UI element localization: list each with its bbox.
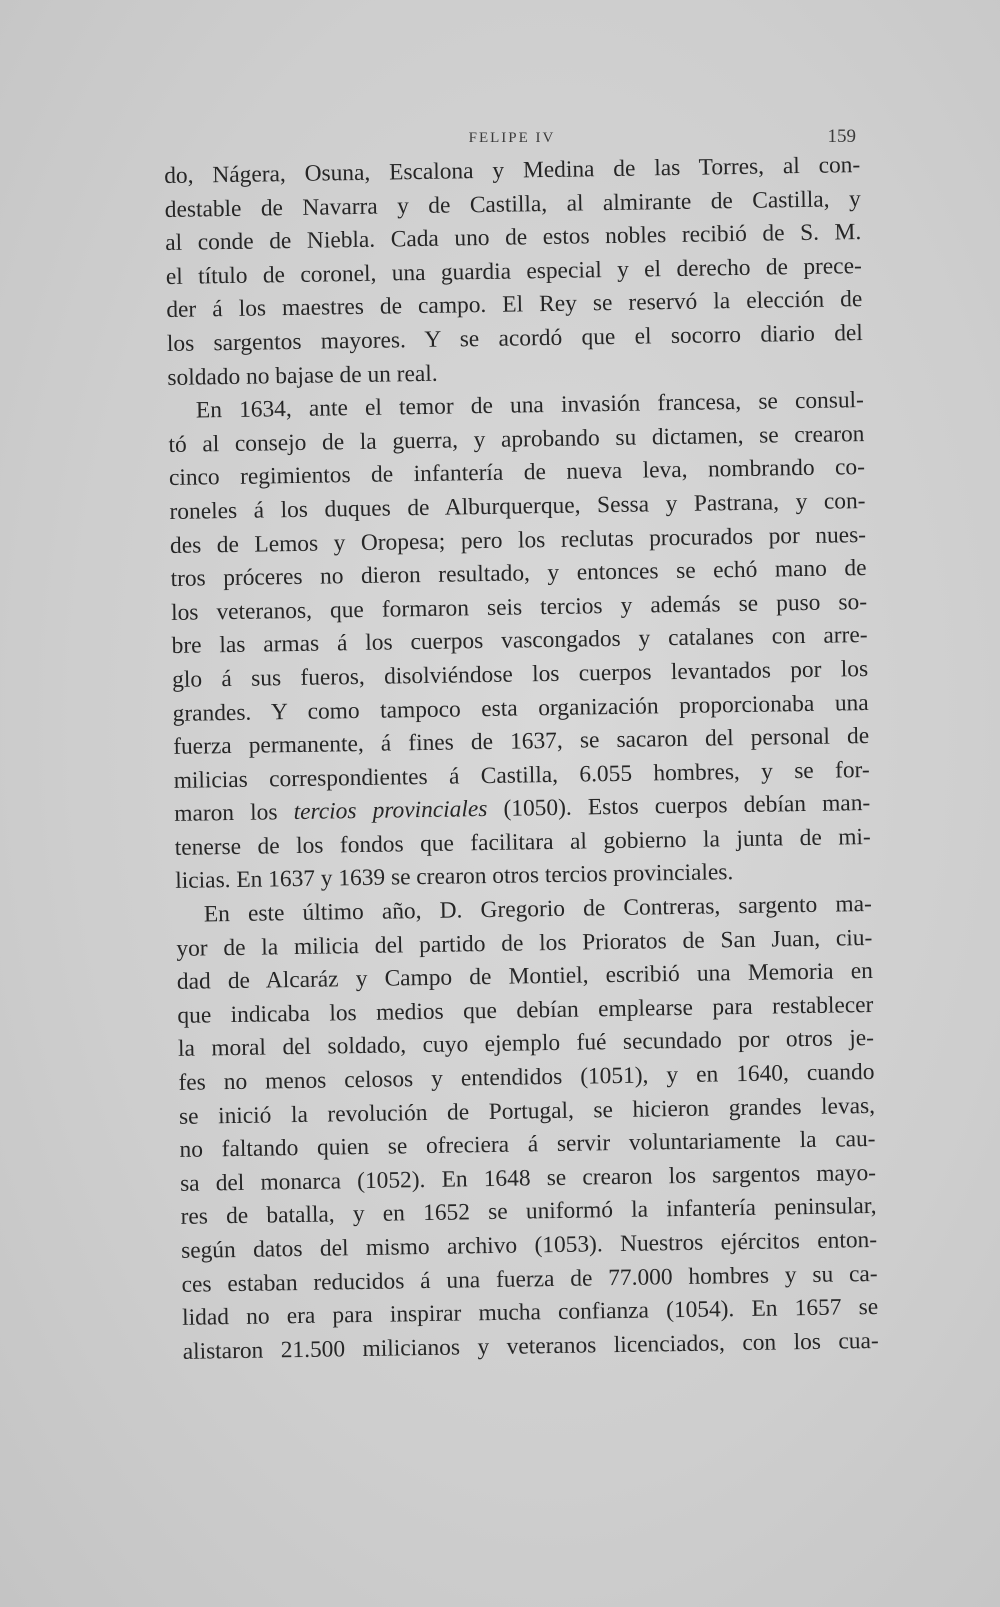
running-title: FELIPE IV bbox=[468, 130, 556, 146]
text-line: según datos del mismo archivo (1053). Nuestros ejércitos enton- bbox=[180, 1226, 878, 1264]
text-line: la moral del soldado, cuyo ejemplo fué secundado por otros je- bbox=[177, 1025, 875, 1063]
text-line: no faltando quien se ofreciera á servir voluntariamente la cau- bbox=[179, 1126, 876, 1164]
text-line: sa del monarca (1052). En 1648 se crearon los sargentos mayo- bbox=[179, 1159, 877, 1197]
text-line: fuerza permanente, á fines de 1637, se sacaron del personal de bbox=[173, 723, 870, 761]
page-number: 159 bbox=[827, 126, 856, 147]
text-line: der á los maestres de campo. El Rey se reservó la elección de bbox=[166, 286, 863, 324]
text-line: En 1634, ante el temor de una invasión francesa, se consul- bbox=[195, 387, 865, 424]
text-line: ces estaban reducidos á una fuerza de 77.000 hombres y su ca- bbox=[181, 1260, 878, 1298]
text-line: grandes. Y como tampoco esta organización proporcionaba una bbox=[172, 689, 869, 727]
body-text bbox=[164, 149, 879, 1369]
text-line: al conde de Niebla. Cada uno de estos nobles recibió de S. M. bbox=[165, 219, 862, 257]
text-line: se inició la revolución de Portugal, se hicieron grandes levas, bbox=[178, 1092, 876, 1130]
paragraph-1 bbox=[164, 149, 864, 395]
text-line: cinco regimientos de infantería de nueva leva, nombrando co- bbox=[168, 454, 866, 492]
text-line: licias. En 1637 y 1639 se crearon otros tercios provinciales. bbox=[175, 859, 734, 895]
text-line: dad de Alcaráz y Campo de Montiel, escribió una Memoria en bbox=[176, 958, 874, 996]
text-line: alistaron 21.500 milicianos y veteranos licenciados, con los cua- bbox=[182, 1327, 879, 1365]
text-line: los veteranos, que formaron seis tercios y además se puso so- bbox=[170, 588, 868, 626]
text-line: los sargentos mayores. Y se acordó que el socorro diario del bbox=[166, 320, 864, 357]
text-line: milicias correspondientes á Castilla, 6.055 hombres, y se for- bbox=[173, 756, 870, 794]
paragraph-2 bbox=[168, 384, 872, 899]
text-line: glo á sus fueros, disolviéndose los cuerpos levantados por los bbox=[171, 655, 869, 693]
text-line: des de Lemos y Oropesa; pero los reclutas procurados por nues- bbox=[169, 521, 867, 559]
text-line: fes no menos celosos y entendidos (1051), y en 1640, cuando bbox=[178, 1058, 875, 1096]
text-line: res de batalla, y en 1652 se uniformó la infantería peninsular, bbox=[180, 1193, 877, 1231]
text-line: tenerse de los fondos que facilitara al gobierno la junta de mi- bbox=[174, 823, 871, 861]
text-line: soldado no bajase de un real. bbox=[167, 360, 438, 391]
text-line: do, Nágera, Osuna, Escalona y Medina de las Torres, al con- bbox=[164, 152, 861, 189]
text-line: el título de coronel, una guardia especial y el derecho de prece- bbox=[165, 252, 862, 290]
text-segment: (1050). Estos cuerpos debían man- bbox=[487, 790, 871, 823]
text-line: lidad no era para inspirar mucha confianza (1054). En 1657 se bbox=[181, 1294, 879, 1332]
text-line: bre las armas á los cuerpos vascongados y catalanes con arre- bbox=[171, 622, 868, 660]
text-line: En este último año, D. Gregorio de Contreras, sargento ma- bbox=[203, 891, 872, 928]
text-line: destable de Navarra y de Castilla, al almirante de Castilla, y bbox=[164, 185, 861, 223]
text-line: roneles á los duques de Alburquerque, Sessa y Pastrana, y con- bbox=[169, 487, 866, 525]
text-segment: maron los bbox=[174, 799, 294, 828]
paragraph-3 bbox=[176, 888, 879, 1369]
text-line: tros próceres no dieron resultado, y entonces se echó mano de bbox=[170, 555, 867, 593]
text-line: tó al consejo de la guerra, y aprobando su dictamen, se crearon bbox=[168, 420, 865, 458]
italic-phrase: tercios provinciales bbox=[293, 796, 488, 826]
text-line: que indicaba los medios que debían emplearse para restablecer bbox=[177, 991, 874, 1029]
text-line: yor de la milicia del partido de los Prioratos de San Juan, ciu- bbox=[176, 924, 873, 962]
